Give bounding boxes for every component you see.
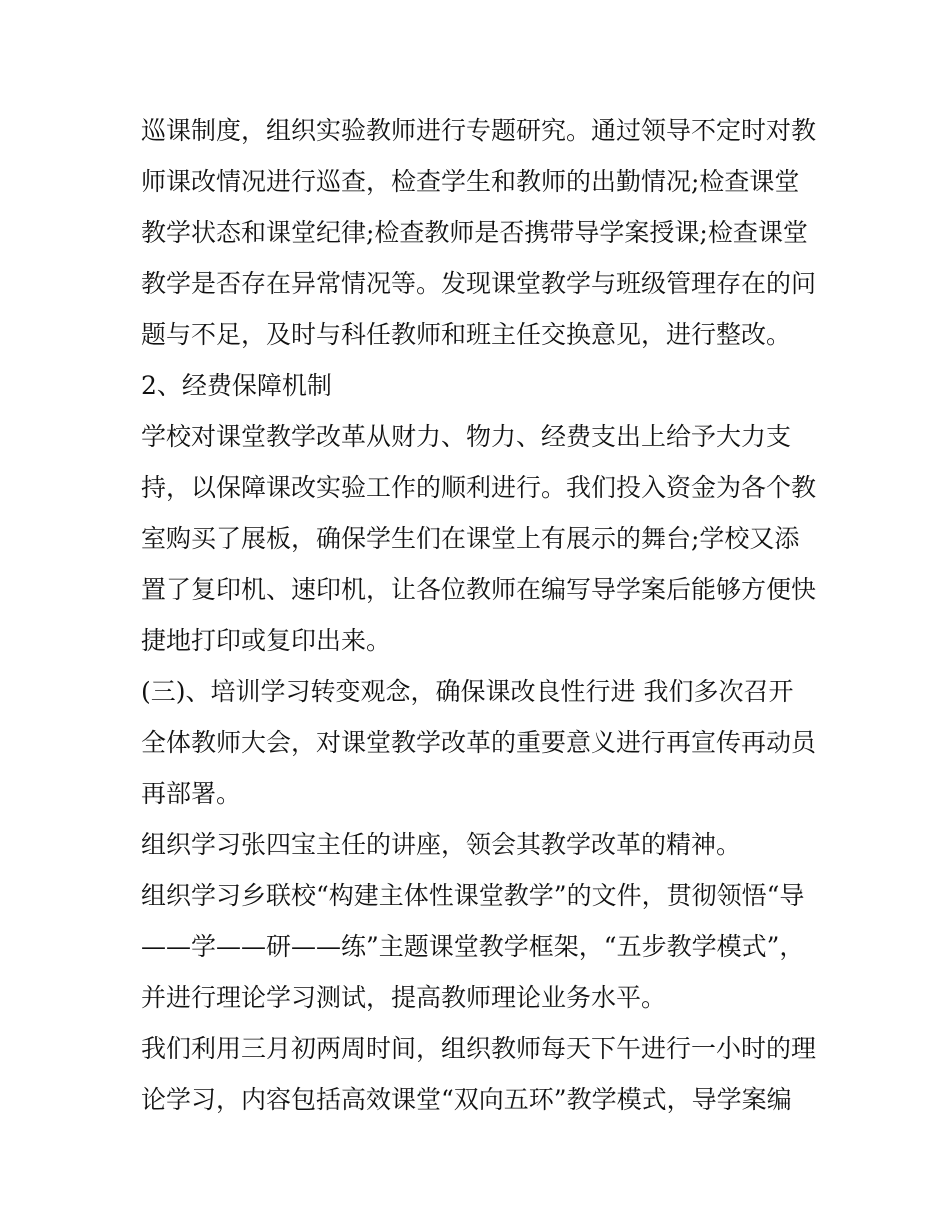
text-line: 全体教师大会，对课堂教学改革的重要意义进行再宣传再动员: [141, 728, 817, 757]
text-line: 题与不足，及时与科任教师和班主任交换意见，进行整改。: [141, 320, 792, 349]
document-body: [141, 105, 821, 1125]
text-line: 持，以保障课改实验工作的顺利进行。我们投入资金为各个教: [141, 473, 817, 502]
section-heading: (三)、培训学习转变观念，确保课改良性行进 我们多次召开: [141, 677, 794, 706]
text-line: 巡课制度，组织实验教师进行专题研究。通过领导不定时对教: [141, 116, 817, 145]
text-line: 组织学习乡联校“构建主体性课堂教学”的文件，贯彻领悟“导: [141, 881, 805, 910]
text-line: 学校对课堂教学改革从财力、物力、经费支出上给予大力支: [141, 422, 792, 451]
text-line: 再部署。: [141, 779, 242, 808]
text-line: 捷地打印或复印出来。: [141, 626, 392, 655]
text-line: 置了复印机、速印机，让各位教师在编写导学案后能够方便快: [141, 575, 817, 604]
text-line: 组织学习张四宝主任的讲座，领会其教学改革的精神。: [141, 830, 742, 859]
text-line: 室购买了展板，确保学生们在课堂上有展示的舞台;学校又添: [141, 524, 800, 553]
text-line: ——学——研——练”主题课堂教学框架，“五步教学模式”，: [141, 932, 805, 961]
text-line: 并进行理论学习测试，提高教师理论业务水平。: [141, 983, 667, 1012]
text-line: 论学习，内容包括高效课堂“双向五环”教学模式，导学案编: [141, 1085, 792, 1114]
text-line: 师课改情况进行巡查，检查学生和教师的出勤情况;检查课堂: [141, 167, 800, 196]
text-line: 我们利用三月初两周时间，组织教师每天下午进行一小时的理: [141, 1034, 817, 1063]
text-line: 教学状态和课堂纪律;检查教师是否携带导学案授课;检查课堂: [141, 218, 808, 247]
text-line: 教学是否存在异常情况等。发现课堂教学与班级管理存在的问: [141, 269, 817, 298]
section-heading: 2、经费保障机制: [141, 371, 332, 400]
